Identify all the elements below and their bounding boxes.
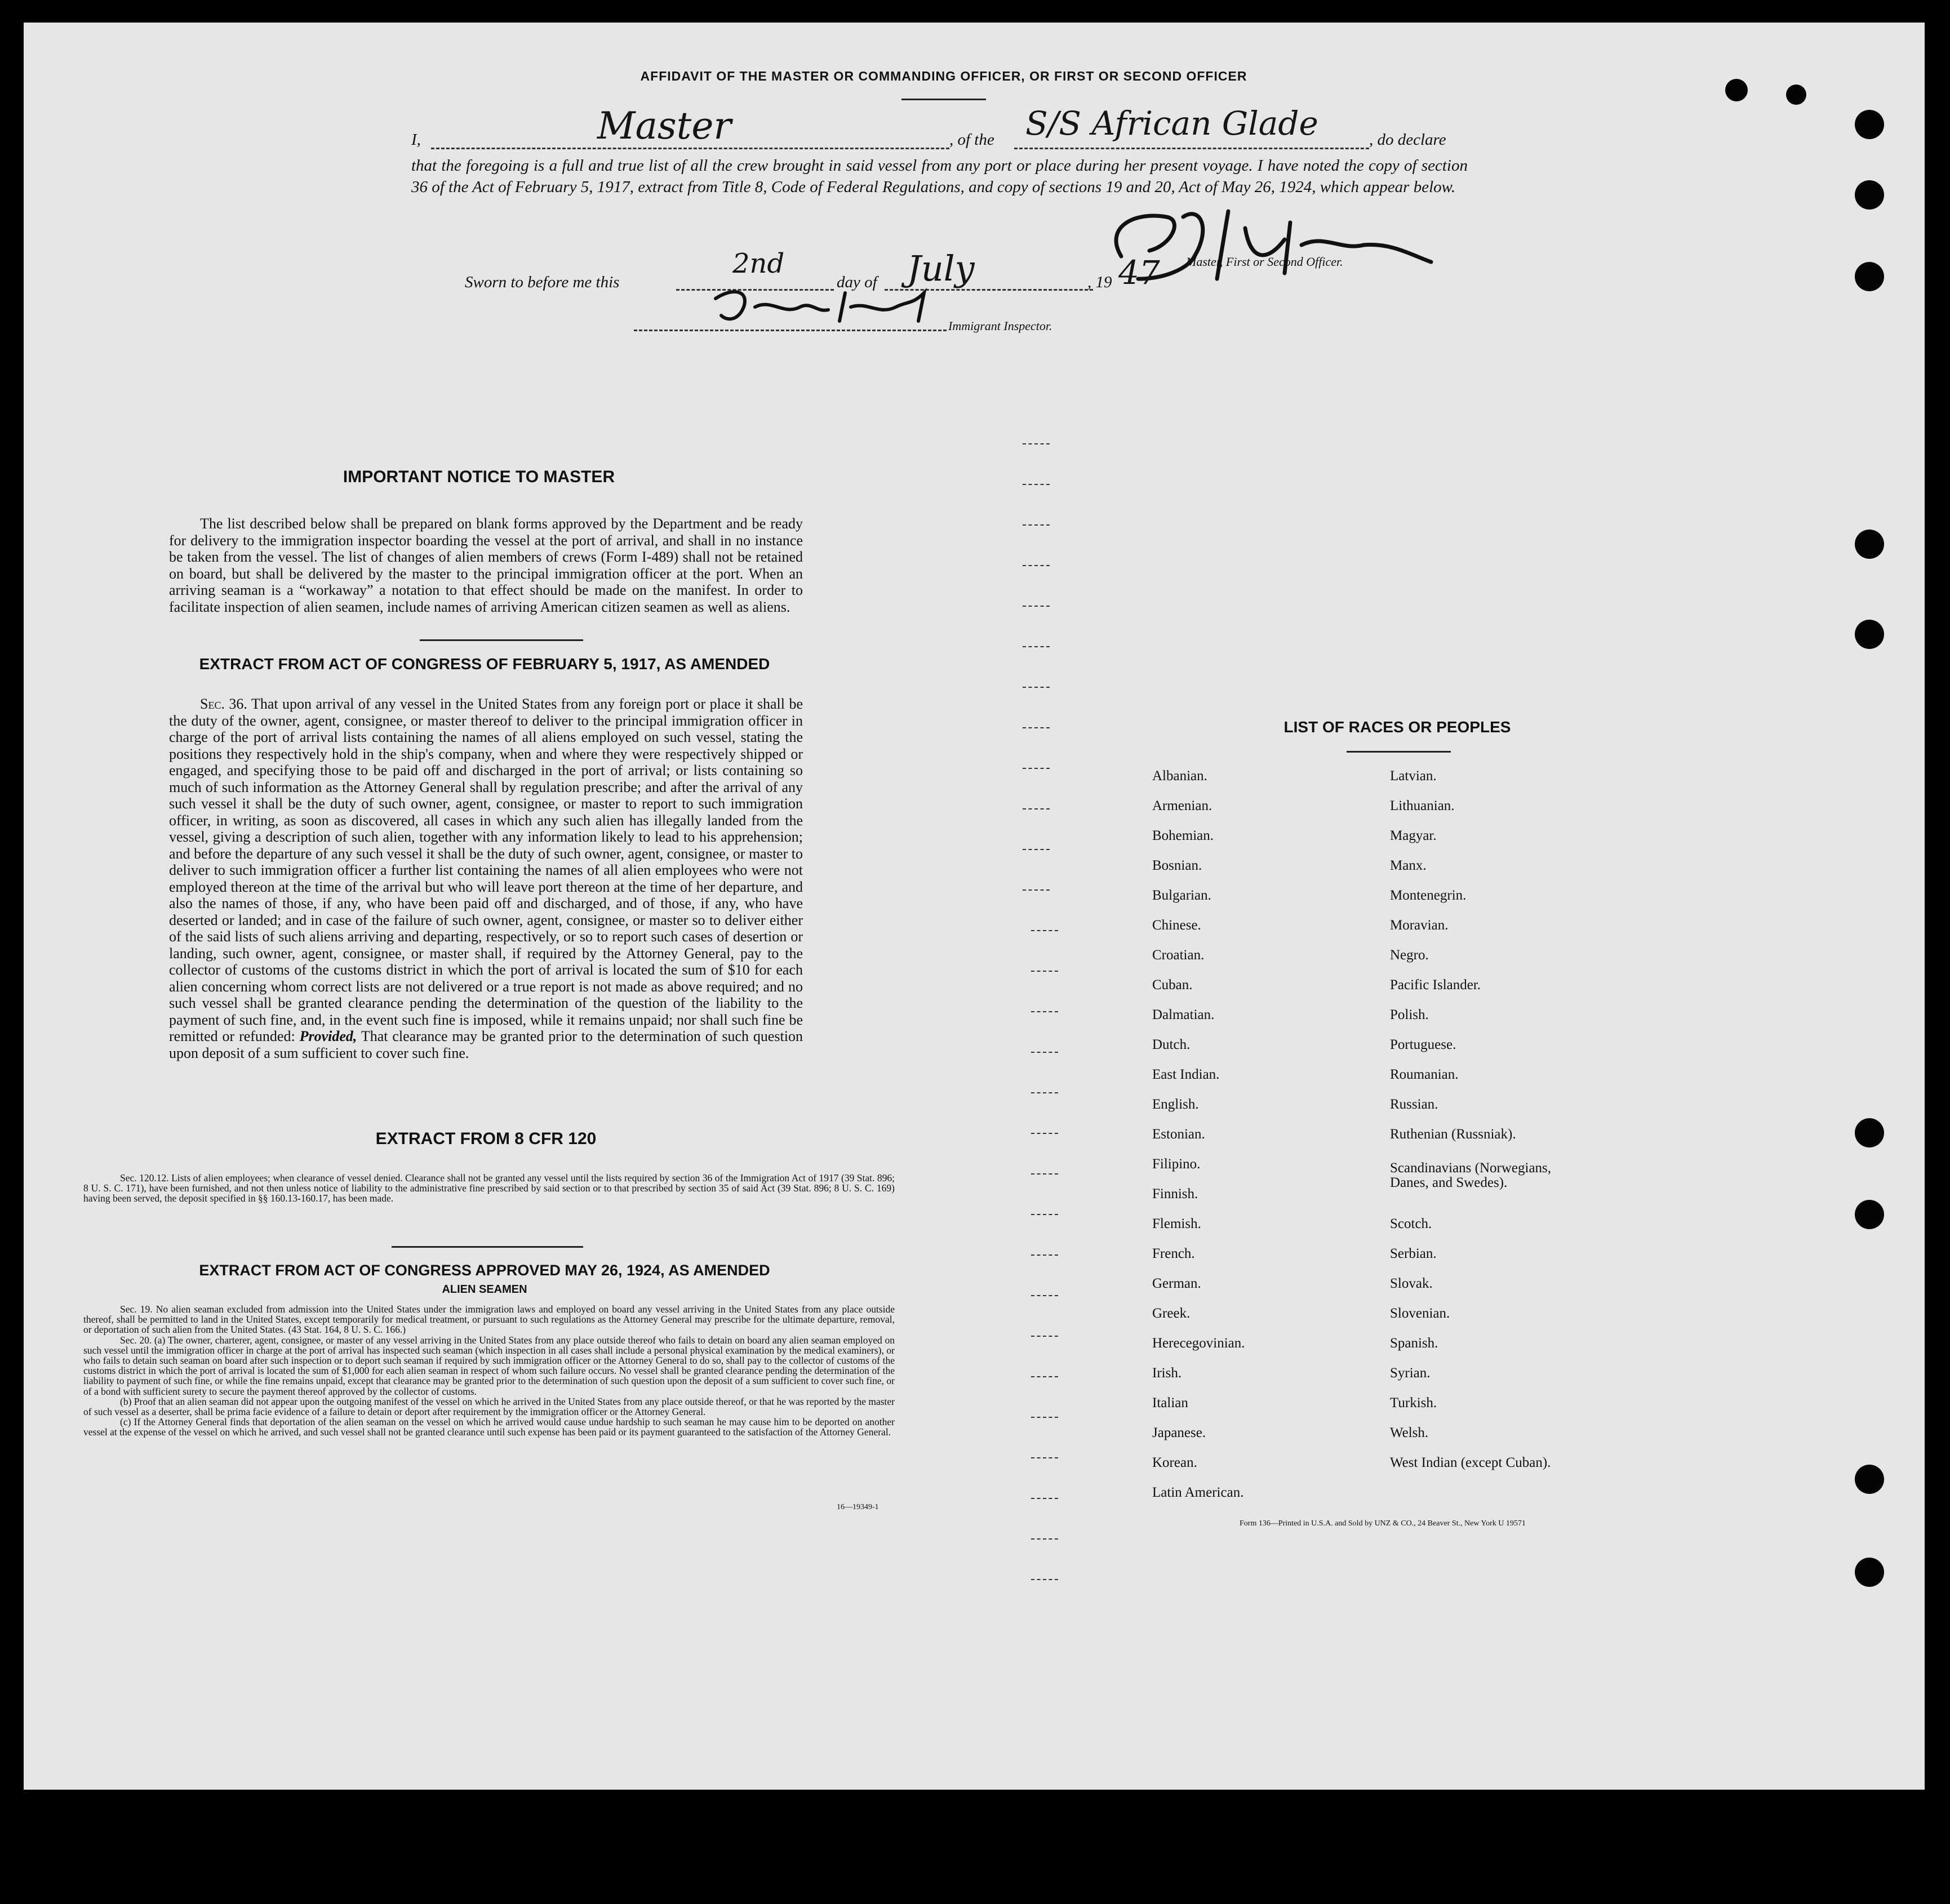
sec-20c-text: (c) If the Attorney General finds that deportation of the alien seaman on the vessel on which he arrived would cause undue hardship to such seaman he may cause him to be deported on another vessel at the expense of the vessel on which he arrived, and such vessel shall not be granted clearance until such expense has been paid or its payment guaranteed to the satisfaction of the Attorney General. (83, 1416, 895, 1438)
punch-hole (1786, 84, 1806, 105)
race-item: Croatian. (1152, 947, 1205, 963)
extract-1917-title: EXTRACT FROM ACT OF CONGRESS OF FEBRUARY 5, 1917, AS AMENDED (199, 655, 770, 673)
form-footer: Form 136—Printed in U.S.A. and Sold by UNZ & CO., 24 Beaver St., New York U 19571 (1240, 1519, 1526, 1528)
fold-mark (1023, 565, 1050, 566)
punch-hole (1855, 1558, 1884, 1587)
race-item: Bosnian. (1152, 858, 1202, 873)
punch-hole (1725, 79, 1748, 101)
race-item: Spanish. (1390, 1336, 1438, 1351)
handwritten-master: Master (597, 104, 731, 148)
fold-mark (1023, 484, 1050, 485)
race-item: Lithuanian. (1390, 798, 1455, 813)
race-item: Negro. (1390, 947, 1429, 963)
race-item: Serbian. (1390, 1246, 1437, 1261)
handwritten-day: 2nd (732, 248, 785, 279)
race-item: Greek. (1152, 1306, 1191, 1321)
heading-rule (901, 99, 986, 100)
affidavit-heading: AFFIDAVIT OF THE MASTER OR COMMANDING OFFICER, OR FIRST OR SECOND OFFICER (640, 69, 1247, 83)
sworn-day-of: day of (837, 273, 877, 291)
punch-hole (1855, 1118, 1884, 1147)
race-item: Korean. (1152, 1455, 1197, 1470)
sec-20b-text: (b) Proof that an alien seaman did not appear upon the outgoing manifest of the vessel on which he arrived in the United States from any place outside thereof, or that he was reported by the master of such vessel as a deserter, shall be prima facie evidence of a failure to detain or deport after requirement by the immigration officer or the Attorney General. (83, 1395, 895, 1418)
punch-hole (1855, 180, 1884, 210)
extract-cfr-title: EXTRACT FROM 8 CFR 120 (375, 1129, 597, 1148)
race-item: Dalmatian. (1152, 1007, 1215, 1022)
race-item: Irish. (1152, 1365, 1182, 1381)
race-item: Dutch. (1152, 1037, 1191, 1052)
punch-hole (1855, 1200, 1884, 1229)
race-item: Japanese. (1152, 1425, 1206, 1440)
race-item: German. (1152, 1276, 1201, 1291)
affidavit-body: that the foregoing is a full and true list of all the crew brought in said vessel from any port or place during her present voyage. I have noted the copy of section 36 of the Act of February 5, 1917, extract from Title 8, Code of Federal Regulations, and copy of sections 19 and 20, Act of May 26, 1924, which appear below. (411, 157, 1468, 196)
punch-hole (1855, 1465, 1884, 1494)
fold-mark (1023, 646, 1050, 647)
race-item: Herecegovinian. (1152, 1336, 1245, 1351)
race-item: Pacific Islander. (1390, 977, 1481, 993)
race-item: Filipino. (1152, 1156, 1201, 1172)
punch-hole (1855, 262, 1884, 291)
print-code: 16—19349-1 (837, 1503, 879, 1511)
race-item: Estonian. (1152, 1127, 1205, 1142)
race-item: Scotch. (1390, 1216, 1432, 1231)
extract-1924-subtitle: ALIEN SEAMEN (442, 1283, 527, 1296)
sec-19-text: Sec. 19. No alien seaman excluded from admission into the United States under the immigration laws and employed on board any vessel arriving in the United States from any place outside thereof, shall be permitted to land in the United States, except temporarily for medical treatment, or pursuant to such regulations as the Attorney General may prescribe for the ultimate departure, removal, or deportation of such alien from the United States. (43 Stat. 164, 8 U. S. C. 166.) (83, 1304, 895, 1336)
race-item: Armenian. (1152, 798, 1212, 813)
proviso-text: That clearance may be granted prior to the determination of such question upon deposit of a sum sufficient to cover such fine. (169, 1028, 803, 1061)
fold-mark (1023, 727, 1050, 728)
extract-1924-body (83, 1304, 895, 1438)
punch-hole (1855, 620, 1884, 649)
race-item: Latin American. (1152, 1485, 1244, 1500)
fold-mark (1031, 1457, 1058, 1458)
inspector-caption: Immigrant Inspector. (948, 319, 1052, 333)
fold-mark (1031, 1579, 1058, 1580)
affidavit-line1-suffix: , do declare (1369, 131, 1446, 149)
race-item: Russian. (1390, 1097, 1438, 1112)
race-item: Albanian. (1152, 768, 1207, 784)
extract-1917-body (169, 696, 803, 1061)
fold-mark (1031, 930, 1058, 931)
fold-mark (1023, 889, 1050, 891)
fold-mark (1023, 524, 1050, 526)
race-item: Italian (1152, 1395, 1188, 1411)
inspector-signature (710, 282, 947, 332)
race-item: Ruthenian (Russniak). (1390, 1127, 1516, 1142)
race-item: Polish. (1390, 1007, 1429, 1022)
race-item: Roumanian. (1390, 1067, 1459, 1082)
race-item: Flemish. (1152, 1216, 1201, 1231)
fold-mark (1031, 1052, 1058, 1053)
fold-mark (1031, 1092, 1058, 1093)
fold-mark (1031, 1214, 1058, 1215)
race-item: Manx. (1390, 858, 1427, 873)
fold-mark (1031, 1173, 1058, 1175)
fold-mark (1023, 606, 1050, 607)
races-title: LIST OF RACES OR PEOPLES (1283, 718, 1511, 736)
race-item: Scandinavians (Norwegians, Danes, and Swedes). (1390, 1160, 1552, 1190)
proviso-label: Provided, (299, 1028, 357, 1044)
race-item: English. (1152, 1097, 1199, 1112)
section-rule-1 (420, 639, 583, 641)
fold-mark (1031, 1417, 1058, 1418)
sec-20a-text: Sec. 20. (a) The owner, charterer, agent, consignee, or master of any vessel arriving in the United States from any place outside thereof who fails to detain on board any alien seaman employed on such vessel until the immigration officer in charge at the port of arrival has inspected such seaman (which inspection in all cases shall include a personal physical examination by the medical examiners), or who fails to detain such seaman on board after such inspection or to deport such seaman if required by such immigration officer or the Attorney General to do so, shall pay to the collector of customs of the customs district in which the port of arrival is located the sum of $1,000 for each alien seaman in respect of whom such failure occurs. No vessel shall be granted clearance pending the determination of the liability to payment of such fine, or while the fine remains unpaid, except that clearance may be granted prior to the determination of such question upon the deposit of a sum sufficient to cover such fine, or of a bond with sufficient surety to secure the payment thereof approved by the collector of customs. (83, 1334, 895, 1397)
sec-36-text: That upon arrival of any vessel in the United States from any foreign port or place it shall be the duty of the owner, agent, consignee, or master thereof to deliver to the principal immigration officer in charge of the port of arrival lists containing the names of all aliens employed on such vessel, stating the positions they respectively hold in the ship's company, when and where they were respectively shipped or engaged, and specifying those to be paid off and discharged in the port of arrival; or lists containing so much of such information as the Attorney General shall by regulation prescribe; and after the arrival of any such vessel it shall be the duty of such owner, agent, consignee, or master to report to such immigration officer, in writing, as soon as discovered, all cases in which any such alien has illegally landed from the vessel, giving a description of such alien, together with any information likely to lead to his apprehension; and before the departure of any such vessel it shall be the duty of such owner, agent, consignee, or master to deliver to such immigration officer a further list containing the names of all alien employees who were not employed thereon at the time of the arrival but who will leave port thereon at the time of her departure, and also the names of those, if any, who have been paid off and discharged, and of those, if any, who have deserted or landed; and in case of the failure of such owner, agent, consignee, or master so to deliver either of the said lists of such aliens arriving and departing, respectively, or so to report such cases of desertion or landing, such owner, agent, consignee, or master shall, if required by the Attorney General, pay to the collector of customs of the customs district in which the port of arrival is located the sum of $10 for each alien concerning whom correct lists are not delivered or a true report is not made as above required; and no such vessel shall be granted clearance pending the determination of the question of the liability to the payment of such fine, and, in the event such fine is imposed, while it remains unpaid; nor shall such fine be remitted or refunded: (169, 696, 803, 1044)
race-item: Finnish. (1152, 1186, 1198, 1202)
fold-mark (1031, 971, 1058, 972)
section-rule-2 (392, 1246, 583, 1248)
fold-mark (1031, 1538, 1058, 1540)
race-item: Latvian. (1390, 768, 1437, 784)
vessel-line (1014, 148, 1369, 149)
race-item: Syrian. (1390, 1365, 1431, 1381)
race-item: Bohemian. (1152, 828, 1214, 843)
fold-mark (1023, 443, 1050, 444)
race-item: Turkish. (1390, 1395, 1437, 1411)
race-item: Bulgarian. (1152, 888, 1211, 903)
punch-hole (1855, 110, 1884, 139)
race-item: Cuban. (1152, 977, 1193, 993)
sec-36-label: Sec. 36. (200, 696, 247, 712)
race-item: Montenegrin. (1390, 888, 1467, 903)
race-item: Slovenian. (1390, 1306, 1450, 1321)
affidavit-line1-prefix: I, (411, 131, 421, 149)
race-item: East Indian. (1152, 1067, 1220, 1082)
races-rule (1347, 751, 1451, 753)
race-item: Magyar. (1390, 828, 1437, 843)
notice-body: The list described below shall be prepared on blank forms approved by the Department and be ready for delivery to the immigration inspector boarding the vessel at the port of arrival, and shall in no instance be taken from the vessel. The list of changes of alien members of crews (Form I-489) shall not be retained on board, but shall be delivered by the master to the principal immigration officer at the port. When an arriving seaman is a “workaway” a notation to that effect should be made on the manifest. In order to facilitate inspection of alien seamen, include names of arriving American citizen seamen as well as aliens. (169, 515, 803, 615)
fold-mark (1023, 808, 1050, 809)
fold-mark (1023, 768, 1050, 769)
handwritten-vessel: S/S African Glade (1025, 104, 1318, 143)
fold-mark (1023, 687, 1050, 688)
race-item: West Indian (except Cuban). (1390, 1455, 1551, 1470)
handwritten-year: 47 (1118, 253, 1160, 292)
sworn-prefix: Sworn to before me this (465, 273, 620, 291)
extract-cfr-body: Sec. 120.12. Lists of alien employees; when clearance of vessel denied. Clearance shall not be granted any vessel until the lists required by section 36 of the Immigration Act of 1917 (39 Stat. 896; 8 U. S. C. 171), have been furnished, and not then unless notice of liability to the administrative fine prescribed by said section or to that prescribed by section 35 of said Act (39 Stat. 896; 8 U. S. C. 169) having been served, the deposit specified in §§ 160.13-160.17, has been made. (83, 1172, 895, 1204)
name-line (431, 148, 949, 149)
race-item: Chinese. (1152, 918, 1201, 933)
sworn-year-prefix: , 19 (1087, 273, 1112, 291)
fold-mark (1031, 1498, 1058, 1499)
race-item: Portuguese. (1390, 1037, 1456, 1052)
affidavit-line1-mid: , of the (949, 131, 994, 149)
signature-caption: Master, First or Second Officer. (1186, 255, 1343, 269)
extract-1924-title: EXTRACT FROM ACT OF CONGRESS APPROVED MAY 26, 1924, AS AMENDED (199, 1262, 770, 1279)
race-item: Moravian. (1390, 918, 1449, 933)
race-item: French. (1152, 1246, 1195, 1261)
fold-mark (1031, 1133, 1058, 1134)
fold-mark (1023, 849, 1050, 850)
fold-mark (1031, 1295, 1058, 1296)
race-item: Slovak. (1390, 1276, 1433, 1291)
punch-hole (1855, 530, 1884, 559)
notice-title: IMPORTANT NOTICE TO MASTER (343, 468, 615, 486)
fold-mark (1031, 1336, 1058, 1337)
fold-mark (1031, 1376, 1058, 1377)
fold-mark (1031, 1011, 1058, 1012)
fold-mark (1031, 1254, 1058, 1256)
handwritten-month: July (907, 248, 975, 289)
race-item: Welsh. (1390, 1425, 1429, 1440)
inspector-line (634, 330, 947, 331)
